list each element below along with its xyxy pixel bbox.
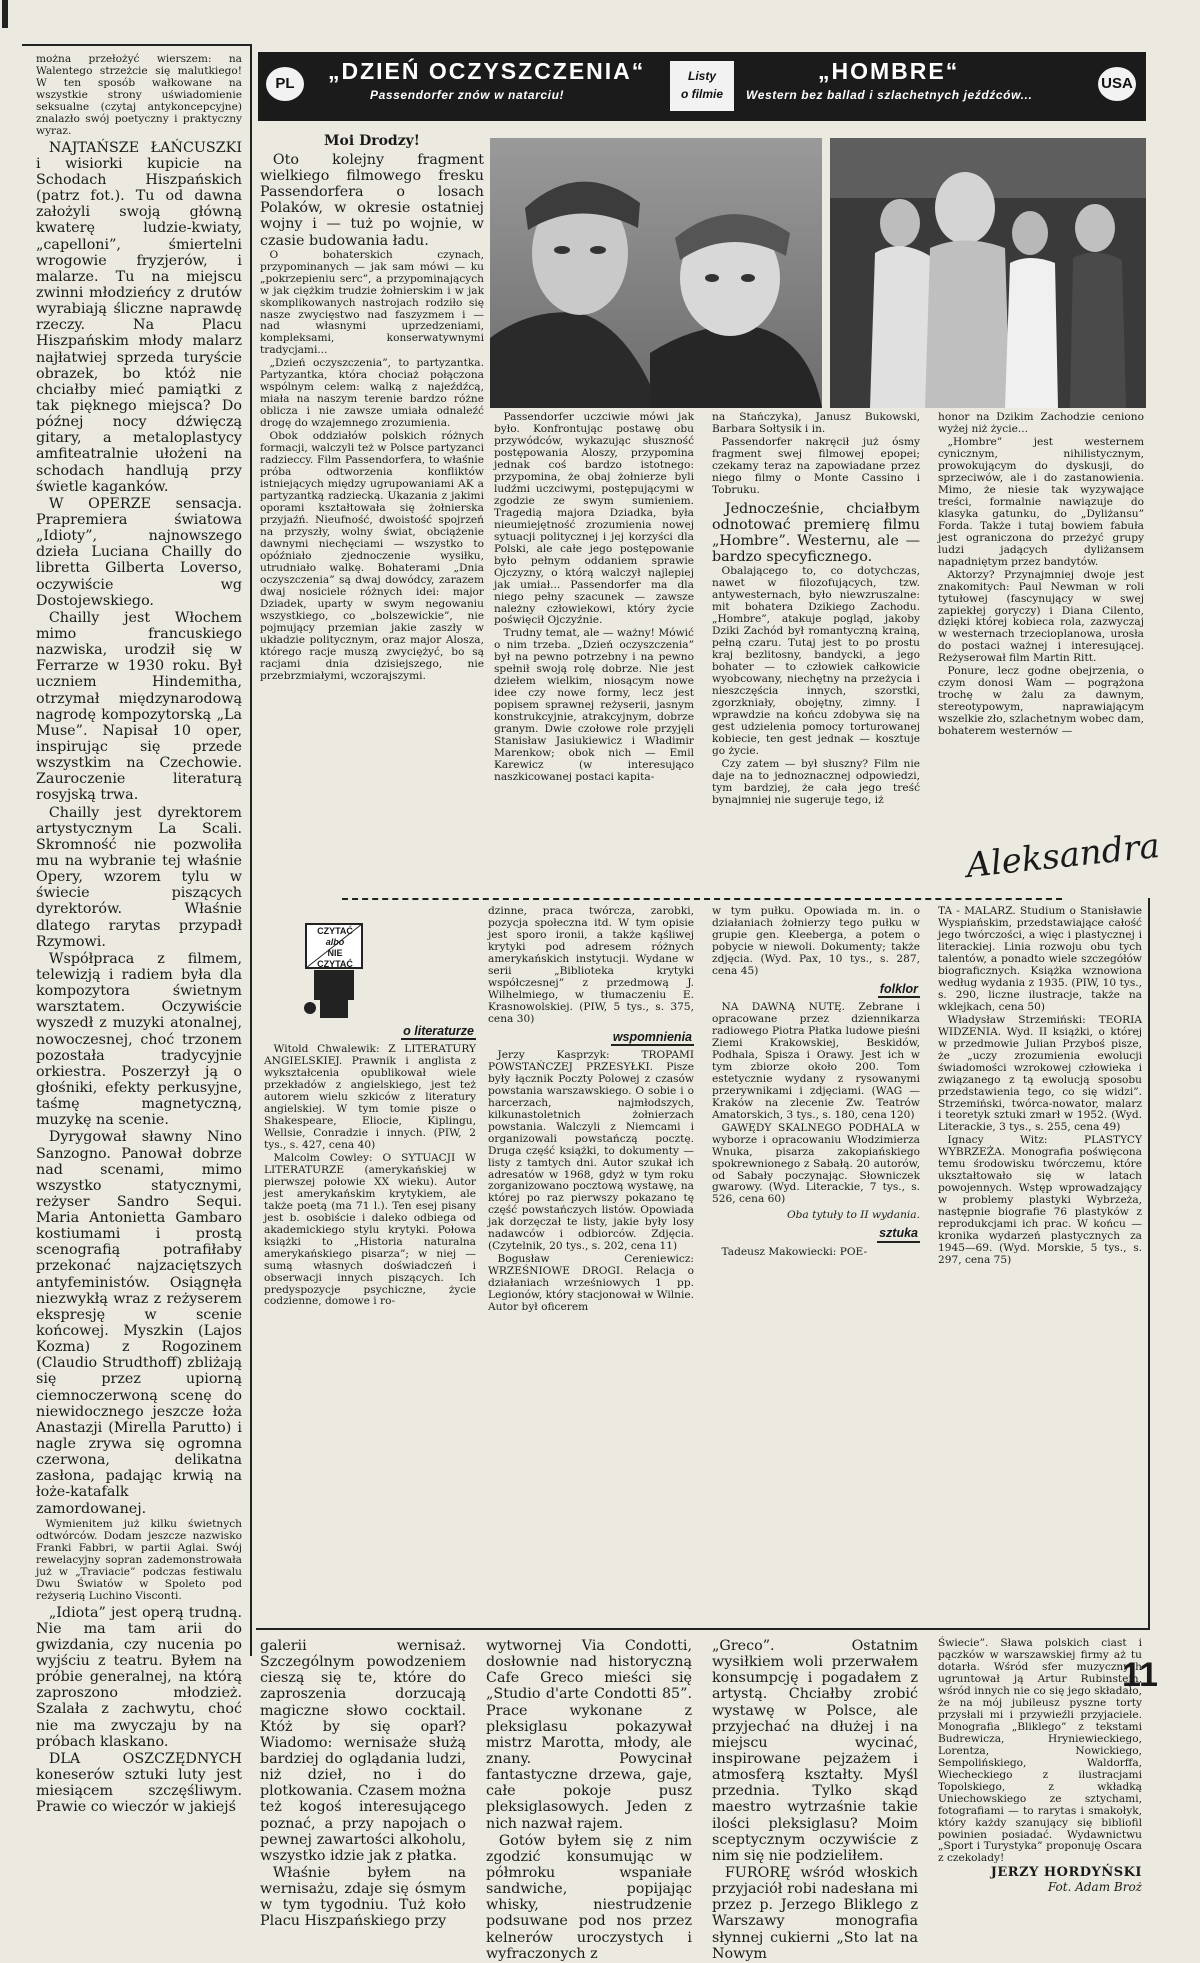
bottom-c4: Świecie”. Sława polskich ciast i pączków w warszawskiej firmy aż tu dotarła. Wśród sfer muzycznych ugruntował ją Artur Rubinstein, wśród innych nie co się jego składało, że na mój jubileusz pyszne torty przysłali mi i przywieźli przyjaciele. Monografia „Bliklego” z tekstami Budrewicza, Hryniewieckiego, Lorentza, Nowickiego, Sempolińskiego, Waldorffa, Wiecheckiego z ilustracjami Topolskiego, z wkładką Uniechowskiego ze sztychami, fotografiami — to rarytas i smakołyk, który każdy szanujący się bibliofil powinien posiadać. Wydawnictwu „Sport i Turystyka” proponuję Oscara z czekolady! xyxy=(938,1637,1142,1865)
book-cowley-cont: dzinne, praca twórcza, zarobki, pozycja społeczna itd. W tym opisie jest sporo ironii, a także kąśliwej krytyki pod adresem różnych amerykańskich instytucji. Wydane w serii „Biblioteka krytyki współczesnej” z przedmową J. Wilhelmiego, w tłumaczeniu E. Krasnowolskiej. (PIW, 5 tys., s. 375, cena 30) xyxy=(488,905,694,1025)
book-makowiecki-cont: TA - MALARZ. Studium o Stanisławie Wyspiańskim, przedstawiające całość jego twórczości, a więc i plastycznej i literackiej. Linia rozwoju obu tych talentów, a ponadto wiele szczegółów biograficznych. Książka wznowiona według wydania z 1935. (PIW, 10 tys., s. 290, liczne ilustracje, także na wklejkach, cena 50) xyxy=(938,905,1142,1013)
hombre-p1: Jednocześnie, chciałbym odnotować premierę filmu „Hombre”. Westernu, ale — bardzo specyficznego. xyxy=(712,500,920,566)
dzien-column-2 xyxy=(494,412,694,785)
photo-dzien-oczyszczenia xyxy=(490,138,822,408)
section-wspomnienia: wspomnienia xyxy=(611,1030,694,1046)
photo-hombre xyxy=(830,138,1146,408)
logo-line2: albo xyxy=(325,937,345,947)
book-kasprzyk: Jerzy Kasprzyk: TROPAMI POWSTAŃCZEJ PRZESYŁKI. Pisze były łącznik Poczty Polowej z czasów powstania warszawskiego. O sobie i o harcerzach, najmłodszych, kilkunastoletnich żołnierzach powstania. Walczyli z Niemcami i organizowali powstańczą pocztę. Druga część książki, to dokumenty — listy z tamtych dni. Autor szukał ich adresatów w 1968, gdyż w tym roku zorganizowano pocztową wystawę, na której po raz pierwszy pokazano tę część powstańczych listów. Opowiada jak dorzęczał te listy, jakie były losy nadawców i odbiorców. Zdjęcia. (Czytelnik, 20 tys., s. 202, cena 11) xyxy=(488,1048,694,1253)
section-literatura: o literaturze xyxy=(401,1024,476,1040)
pl-badge: PL xyxy=(266,67,304,101)
hombre-p7: Ponure, lecz godne obejrzenia, o czym donosi Wam — pogrążona trochę w żalu za dawnym, stereotypowym, naprawiającym wszelkie zło, szlachetnym wobec dam, bohaterem westernów — xyxy=(938,665,1144,738)
section-sztuka: sztuka xyxy=(877,1226,920,1242)
hombre-p4: honor na Dzikim Zachodzie ceniono wyżej niż życie... xyxy=(938,411,1144,435)
left-p6: Dyrygował sławny Nino Sanzogno. Panował dobrze nad scenami, mimo wszystko statycznymi, reżyser Sandro Sequi. Maria Antonietta Gambaro kostiumami i prostą scenografią potrafiłaby przekonać najzaciętszych antyfeministów. Osiągnęła niezwykłą wraz z reżyserem ekspresję w scenie końcowej. Myszkin (Lajos Kozma) z Rogozinem (Claudio Strudthoff) zbliżają się przez upiorną ciemnoczerwoną scenę do niewidocznego jeszcze łoża Anastazji (Mirella Parutto) i nagle zrywa się ogromna czerwona, delikatna zasłona, padając krwią na łoże-katafalk zamordowanej. xyxy=(36,1129,242,1517)
left-p1: NAJTAŃSZE ŁAŃCUSZKI i wisiorki kupicie na Schodach Hiszpańskich (patrz fot.). Tu od dawna założyli swoją główną kwaterę ludzie-kwiaty, „capelloni”, śmiertelni wrogowie fryzjerów, i malarze. Tu na miejscu zwinni młodzieńcy z drutów wyrabiają śliczne naprawdę rzeczy. Na Placu Hiszpańskim młody malarz najłatwiej sprzeda turyście obrazek, bo któż nie chciałby mieć pamiątki z tak pięknego miejsca? Do późnej nocy dźwięczą gitary, a metaloplastycy amfiteatralnie ułożeni na schodach handlują przy świetle kaganków. xyxy=(36,139,242,495)
logo-line1: CZYTAĆ xyxy=(317,926,353,936)
left-film-title: „DZIEŃ OCZYSZCZENIA“ xyxy=(328,58,646,84)
left-p7: „Idiota” jest operą trudną. Nie ma tam arii do gwizdania, czy nucenia po wyjściu z teatru. Byłem na próbie generalnej, na którą zaproszono młodzież. Szalała z zachwytu, choć nie ma zwyczaju by na próbach klaskano. xyxy=(36,1604,242,1750)
bottom-c2b: Gotów byłem się z nim zgodzić konsumując w półmroku wspaniałe sandwiche, popijając whisky, niestrudzenie podsuwane pod nos przez kelnerów uroczystych i wyfraczonych z xyxy=(486,1832,692,1962)
bottom-c3b: FURORĘ wśród włoskich przyjaciół robi nadesłana mi przez p. Jerzego Bliklego z Warszawy monografia słynnej cukierni „Sto lat na Nowym xyxy=(712,1864,918,1962)
book-cowley: Malcolm Cowley: O SYTUACJI W LITERATURZE (amerykańskiej w pierwszej połowie XX wieku). Autor jest amerykańskim krytykiem, ale także poetą (ma 71 l.). Ten esej pisany jest b. osobiście i daleko odbiega od akademickiego stylu krytyki. Połowa książki to „Historia naturalna amerykańskiego pisarza”; w niej — sumą własnych doświadczeń i obserwacji innych piszących. Ich predyspozycje psychiczne, życie codzienne, domowe i ro- xyxy=(264,1151,476,1308)
right-film-subtitle: Western bez ballad i szlachetnych jeźdźców... xyxy=(746,88,1033,102)
book-strzeminski: Władysław Strzemiński: TEORIA WIDZENIA. Wyd. II książki, o której w przedmowie Julian Przyboś pisze, że „uczy zrozumienia ewolucji świadomości wzrokowej człowieka i związanego z tą ewolucją sposobu przedstawienia tego, co się widzi”. Strzemiński, twórca-nowator, malarz i teoretyk sztuki zmarł w 1952. (Wyd. Literackie, 3 tys., s. 255, cena 49) xyxy=(938,1013,1142,1134)
left-film-subtitle: Passendorfer znów w natarciu! xyxy=(370,88,565,102)
dzien-p2: O bohaterskich czynach, przypominanych — jak sam mówi — ku „pokrzepieniu serc”, a przypominających w jak ciężkim trudzie żołnierskim i w jak skomplikowanych nastrojach rodziło się nasze zwycięstwo nad faszyzmem i — nad własnymi uprzedzeniami, kompleksami, konserwatywnymi tradycjami... xyxy=(260,248,484,357)
left-outro: Wymienitem już kilku świetnych odtwórców. Dodam jeszcze nazwisko Franki Fabbri, w partii Aglai. Swój rewelacyjny sopran zademonstrowała już w „Traviacie” podczas festiwalu Dwu Światów w Spoleto pod reżyserią Luchino Visconti. xyxy=(36,1517,242,1602)
dzien-p4: Obok oddziałów polskich różnych formacji, walczyli też w Polsce partyzanci radzieccy. Film Passendorfera, to właśnie próba odtworzenia konfliktów istniejących między ugrupowaniami AK a partyzantką radziecką. Ukazania z jakimi oporami kształtowała się żołnierska przyjaźń. Nieufność, dwoistość spojrzeń na przyszły, wolny świat, obciążenie dawnymi niechęciami — wszystko to opóźniało zjednoczenie wysiłku, utrudniało walkę. Bohaterami „Dnia oczyszczenia” są dwaj dowódcy, zarazem dwaj nosiciele różnych idei: major Dziadek, uparty w swym negowaniu wszystkiego, co „bolszewickie”, nie pojmujący przemian jakie zaszły w układzie politycznym, oraz major Alosza, którego racje muszą zwyciężyć, bo są racjami dnia dzisiejszego, nie przebrzmiałymi, wczorajszymi. xyxy=(260,430,484,682)
books-note: Oba tytuły to II wydania. xyxy=(786,1209,920,1222)
bottom-column-4 xyxy=(938,1638,1142,1895)
dzien-p7: na Stańczyka), Janusz Bukowski, Barbara Sołtysik i in. xyxy=(712,411,920,435)
section-folklor: folklor xyxy=(878,982,920,998)
bottom-c3: „Greco”. Ostatnim wysiłkiem woli przerwałem konsumpcję i pogadałem z artystą. Chciałby zrobić wystawę w Polsce, ale przyjechać na dłużej i na miejscu wycinać, inspirowane pejzażem i atmosferą kształty. Myśl przednia. Tylko skąd maestro wytrzaśnie takie ilości pleksiglasu? Moim sceptycznym oczywiście z nim się nie podzieliłem. xyxy=(712,1638,918,1864)
left-p3: Chailly jest Włochem mimo francuskiego nazwiska, urodził się w Ferrarze w 1930 roku. Był uczniem Hindemitha, otrzymał międzynarodową nagrodę kompozytorską „La Muse”. Napisał 10 oper, inspirując się przede wszystkim na Czechowie. Zauroczenie literaturą rosyjską trwa. xyxy=(36,609,242,804)
bottom-c2: wytwornej Via Condotti, dosłownie nad historyczną Cafe Greco mieści się „Studio d'arte Condotti 85”. Prace wykonane z pleksiglasu pokazywał mistrz Marotta, młody, ale znany. Powycinał fantastyczne drzewa, gaje, całe pokoje pusz pleksiglasowych. Jeden z nich nazwał rajem. xyxy=(486,1638,692,1832)
left-column xyxy=(36,54,242,1816)
hombre-p5: „Hombre” jest westernem cynicznym, nihilistycznym, prowokującym do dyskusji, do sprzeciwów, ale i do zastanowienia. Mimo, że niesie tak wyzywające treści, formalnie nawiązuje do klasyka gatunku, do „Dyliżansu” Forda. Także i tutaj bowiem fabuła jest ograniczona do przeżyć grupy ludzi jadących dyliżansem napadniętym przez bandytów. xyxy=(938,435,1144,568)
right-film-title: „HOMBRE“ xyxy=(818,58,960,84)
left-column-rule xyxy=(250,44,252,1656)
books-right-rule xyxy=(1148,898,1150,1630)
left-p8: DLA OSZCZĘDNYCH koneserów sztuki luty jest miesiącem szczęśliwym. Prawie co wieczór w jakiejś xyxy=(36,1750,242,1816)
books-column-3 xyxy=(712,906,920,1259)
book-gawedy: GAWĘDY SKALNEGO PODHALA w wyborze i opracowaniu Włodzimierza Wnuka, pisarza zakopiańskiego spokrewnionego z Sabałą. 20 autorów, od Sabały poczynając. Słowniczek gwarowy. (Wyd. Literackie, 7 tys., s. 526, cena 60) xyxy=(712,1121,920,1206)
bottom-c1b: Właśnie byłem na wernisażu, zdaje się ósmym w tym tygodniu. Tuż koło Placu Hiszpańskiego przy xyxy=(260,1864,466,1930)
dzien-p3: „Dzień oczyszczenia”, to partyzantka. Partyzantka, która chociaż połączona wspólnym celem: walką z najeźdźcą, miała na naszym terenie bardzo różne oblicza i nie zawsze umiała odnaleźć drogę do wzajemnego zrozumienia. xyxy=(260,357,484,430)
dzien-p8: Passendorfer nakręcił już ósmy fragment swej filmowej epopei; czekamy teraz na zapowiadane przez niego filmy o Monte Cassino i Tobruku. xyxy=(712,435,920,496)
photo-credit: Fot. Adam Broż xyxy=(1047,1880,1142,1895)
page-number: 11 xyxy=(1122,1656,1158,1694)
hombre-p3: Czy zatem — był słuszny? Film nie daje na to jednoznacznej odpowiedzi, tym bardziej, że cała jego treść bynajmniej nie sugeruje tego, iż xyxy=(712,757,920,806)
top-left-rule xyxy=(22,44,252,46)
hombre-column-2 xyxy=(938,412,1144,739)
bottom-column-2 xyxy=(486,1638,692,1963)
book-chwalewik: Witold Chwalewik: Z LITERATURY ANGIELSKIEJ. Prawnik i anglista z wykształcenia opublikował wiele przekładów z angielskiego, jest też autorem wielu szkiców z literatury angielskiej. W tym tomie pisze o Shakespeare, Eliocie, Kiplingu, Wellsie, Conradzie i innych. (PIW, 2 tys., s. 427, cena 40) xyxy=(264,1043,476,1151)
left-p2: W OPERZE sensacja. Prapremiera światowa „Idioty”, najnowszego dzieła Luciana Chailly do libretta Gilberta Loverso, oczywiście wg Dostojewskiego. xyxy=(36,495,242,609)
books-bottom-rule xyxy=(256,1628,1150,1630)
bottom-c1: galerii wernisaż. Szczególnym powodzeniem cieszą się te, które do zaproszenia dorzucają magiczne słowo cocktail. Któż by się oparł? Wiadomo: wernisaże służą bardziej do oglądania ludzi, niż dzieł, no i do plotkowania. Czasem można też kogoś interesującego poznać, a przy napojach o pewnej zawartości alkoholu, wszystko idzie jak z płatka. xyxy=(260,1638,466,1864)
left-intro: można przełożyć wierszem: na Walentego strzeżcie się malutkiego! W ten sposób wałkowane na wszystkie strony uświadomienie seksualne (czytaj antykoncepcyjne) znalazło swój poetyczny i praktyczny wyraz. xyxy=(36,53,242,137)
signature: Aleksandra xyxy=(964,825,1162,887)
listy-o-filmie-box: Listy o filmie xyxy=(670,61,734,111)
hombre-p2: Obalającego to, co dotychczas, nawet w filozofujących, tzw. antywesternach, było niewzruszalne: mit bohatera Dzikiego Zachodu. „Hombre”, atakuje pogląd, jakoby Dziki Zachód był romantyczną krainą, pełną czaru. Tutaj jest to po prostu kraj bezlitosny, bandycki, a jego bohater — to człowiek całkowicie wyobcowany, niechętny na przeżycia i nieszczęścia innych, szorstki, zgorzkniały, obojętny, zimny. I wprawdzie na końcu zdobywa się na gest udzielenia pomocy torturowanej kobiecie, ten gest jednak — kosztuje go życie. xyxy=(712,565,920,757)
book-nute: NA DAWNĄ NUTĘ. Zebrane i opracowane przez dziennikarza radiowego Piotra Płatka ludowe pieśni Ziemi Krakowskiej, Beskidów, Podhala, Spisza i Orawy. Jest ich w tym zbiorze około 200. Tom estetycznie wydany z rysowanymi przerywnikami i zdjęciami. (WAG — Kraków na zlecenie Zw. Teatrów Amatorskich, 3 tys., s. 180, cena 120) xyxy=(712,1000,920,1121)
hombre-column-1 xyxy=(712,412,920,808)
dzien-p6: Trudny temat, ale — ważny! Mówić o nim trzeba. „Dzień oczyszczenia” był na pewno potrzebny i na pewno spełnił swoją rolę dobrze. Nie jest dziełem wielkim, niosącym nowe idee czy nowe formy, lecz jest popisem sprawnej reżyserii, jasnym konstrukcyjnie, atrakcyjnym, dobrze granym. Dwie czołowe role przyjęli Stanisław Jasiukiewicz i Władimir Marenkow; obok nich — Emil Karewicz (w interesująco naszkicowanej postaci kapita- xyxy=(494,627,694,784)
dzien-p5: Passendorfer uczciwie mówi jak było. Konfrontując postawę obu przywódców, wykazując słuszność postępowania Aloszy, przypomina jednak coś bardzo istotnego: przypomina, że obaj żołnierze byli ludźmi uczciwymi, postępującymi w zgodzie ze swym sumieniem. Tragedią majora Dziadka, była nieumiejętność zrozumienia nowej sytuacji politycznej i jej korzyści dla Polski, ale całe jego postępowanie było pełnym oddaniem sprawie Ojczyzny, o którą walczył najlepiej jak umiał... Passendorfer ma dla niego pełny szacunek — zawsze należny człowiekowi, który życie poświęcił Ojczyźnie. xyxy=(494,411,694,627)
author-name: JERZY HORDYŃSKI xyxy=(990,1865,1142,1881)
book-makowiecki: Tadeusz Makowiecki: POE- xyxy=(721,1245,868,1258)
bottom-column-1 xyxy=(260,1638,466,1931)
left-p5: Współpraca z filmem, telewizją i radiem była dla kompozytora świetnym warsztatem. Oczywiście wyszedł z muzyki atonalnej, nowoczesnej, choć trzonem pozostała tradycyjnie orkiestra. Poszerzył ją o głośniki, efekty perkusyjne, taśmę magnetyczną, muzykę na scenie. xyxy=(36,950,242,1129)
books-column-4 xyxy=(938,906,1142,1268)
books-top-rule xyxy=(342,898,1062,902)
czytac-logo xyxy=(300,920,374,1020)
books-column-1 xyxy=(264,1024,476,1309)
dzien-p1: Oto kolejny fragment wielkiego filmowego fresku Passendorfera o losach Polaków, w okresie ostatniej wojny i — tuż po wojnie, w czasie budowania ładu. xyxy=(260,151,484,249)
letter-greeting: Moi Drodzy! xyxy=(324,133,420,149)
bottom-column-3 xyxy=(712,1638,918,1963)
left-edge-rule xyxy=(2,0,8,28)
logo-line3: NIE CZYTAĆ xyxy=(317,948,353,969)
hombre-p6: Aktorzy? Przynajmniej dwoje jest znakomitych: Paul Newman w roli tytułowej (fascynujący w swej zapiekłej goryczy) i Diana Cilento, dzięki której kobieca rola, zazwyczaj w westernach trzecioplanowa, urosła do postaci ważnej i interesującej. Reżyserował film Martin Ritt. xyxy=(938,568,1144,665)
book-witz: Ignacy Witz: PLASTYCY WYBRZEŻA. Monografia poświęcona temu środowisku twórczemu, które ukształtowało się w latach powojennych. Wstęp wprowadzający w problemy plastyki Wybrzeża, następnie biografie 76 plastyków z reprodukcjami ich prac. W końcu — kronika wydarzeń plastycznych za 1945—69. (Wyd. Morskie, 5 tys., s. 297, cena 75) xyxy=(938,1134,1142,1267)
books-column-2 xyxy=(488,906,694,1315)
usa-badge: USA xyxy=(1098,67,1136,101)
film-banner xyxy=(258,52,1146,121)
book-cereniewicz-cont: w tym pułku. Opowiada m. in. o działaniach żołnierzy tego pułku w grupie gen. Kleeberga, a potem o pobycie w niewoli. Dokumenty; także zdjęcia. (Wyd. Pax, 10 tys., s. 287, cena 45) xyxy=(712,905,920,977)
left-p4: Chailly jest dyrektorem artystycznym La Scali. Skromność nie pozwoliła mu na wybranie tej właśnie Opery, wzorem tylu w świecie piszących dyrektorów. Właśnie dlatego rarytas przypadł Rzymowi. xyxy=(36,804,242,950)
book-cereniewicz: Bogusław Cereniewicz: WRZEŚNIOWE DROGI. Relacja o działaniach wrześniowych 1 pp. Legionów, który stacjonował w Wilnie. Autor był oficerem xyxy=(488,1253,694,1314)
dzien-column-1 xyxy=(260,134,484,684)
